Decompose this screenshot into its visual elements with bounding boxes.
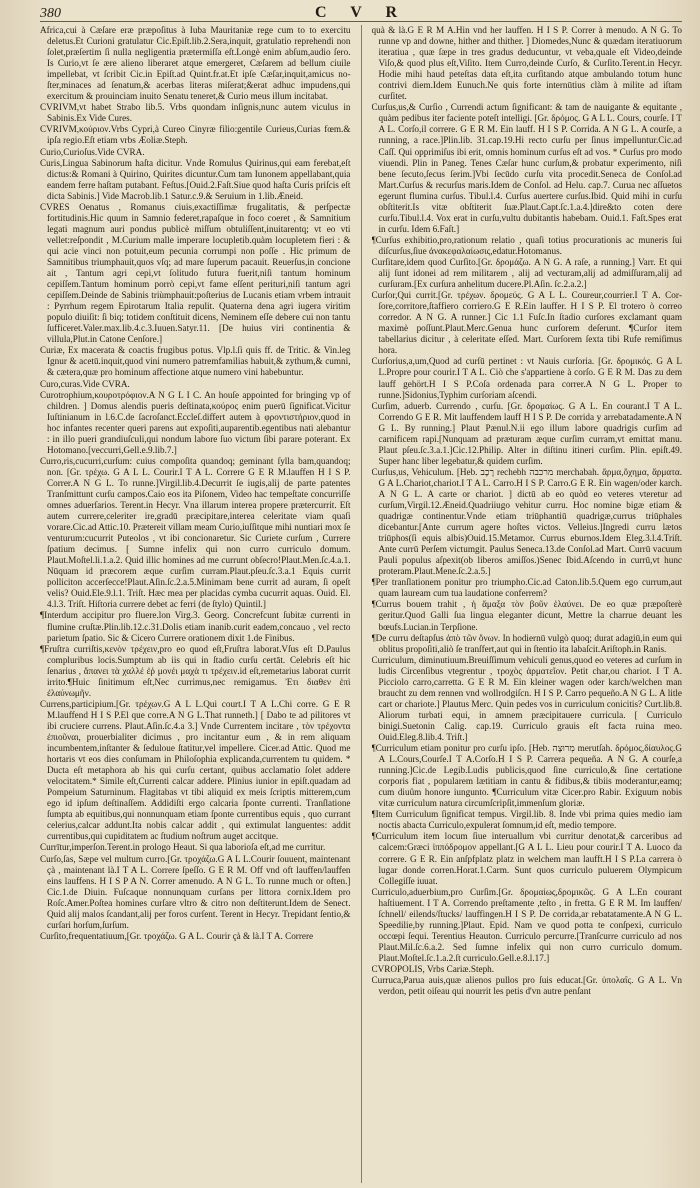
dictionary-entry: CVROPOLIS, Vrbs Cariæ.Steph. [371,963,495,974]
dictionary-entry: Curſim, aduerb. Currendo , curſu. [Gr. δρομαίως. G A L. En courant.I T A L. Correndo G E R. Mit lauffendem lauff H I S P. De corrida y arrebatadamente.A N G L. By running.] Plaut Pænul.N.ii ego illum labore quadrigis curſim ad carnificem rapi.[Nunquam ad præturam æque curſim curram,vt emittat manu. Plaut pſeu.ſc.3.a.1.]Cic.12.Philip. Alter in diſtinu itineri curſim. Plin. epiſt.49. Super hanc liber legebatur,& quidem curſim. [371,400,682,466]
page-number: 380 [40,6,61,21]
dictionary-entry: Curſus,us, Vehiculum. [Heb. רֶכֶב rechebh מרכבה merchabah. ἄρμα,ὄχημα, ἅρματα. G A L.Chariot,chariot.I T A L. Carro.H I S P. Carro.G E R. Ein wagen/oder karch. A N G L. A carte or chariot. ] dictū ab eo quòd eo veteres vteretur ad curſum,Virgil.12.Æneid.Quadriiugo vehitur curru. Hoc nomine bigæ etiam & quadrigæ continentur.Vnde etiam triūphantiū quadrigæ,currus triūphales dicebantur.[Ante currum agere hoſtes victos. Velleius.]Ingredi curru lætos triūphos(ſi equis albis)Ouid.15.Metamor. Currus eburnos.Idem Eleg.3.l.4.Triſt. Ante currū Perſem victumgit. Paulus Seneca.13.de Conſol.ad Mart. Currū vacuum Pauli populus aſpexit(ob liberos amiſſos.)Senec Ibid.Aſcendo in currū,vt hunc proteram.Plaut.Mene.ſc.2.a.5.] [371,466,682,577]
dictionary-entry: ¶De curru deſtapſus ἀπὸ τῶν ὄνων. In hodiernū vulgò quoq; durat adagiū,in eum qui oblitus propoſiti,aliò ſe tranſfert,aut qui in ſtentio ita labaſcit.Ariſtoph.in Ranis. [371,632,682,654]
dictionary-entry: CVRIVM,vt habet Strabo lib.5. Vrbs quondam inſignis,nunc autem viculus in Sabinis.Ex Vide Cures. [40,102,351,124]
dictionary-entry: Curſus,us,& Curſio , Currendi actum ſignificant: & tam de nauigante & equitante , quàm pedibus iter faciente poteſt intelligi. [Gr. δρόμος. G A L L. Cours, courſe. I T A L. Corſo,il correre. G E R M. Ein lauff. H I S P. Corrida. A N G L. A courſe, a running, a race.]Plin.lib. 31.cap.19.Hi recto curſu per ſinus impelluntur.Cic.ad Caſſ. Qui opprimiſus ibi erit, omnis hominum curſus eſt ad vos. * Curſus pro modo viuendi. Plin in Paneg. Tenes Cæſar hunc curſum,& probatur experimento, niſi bene ſecuto,ſecus ſerim.]Vbi ſecūdo curſu vita procedit.Seneca de Conſol.ad Mart.Curſus & recurſus maris.Idem de Conſol. ad Helu. cap.7. Curua nec aſſuetos egerunt flumina curſus. Tibul.l.4. Curſus auertere curſus.Ibid. Quid mihi in curſu obſtiterit.Is vitæ obſtiterit ſuæ.Plaut.Capt.ſc.1.a.4.]dire&to coten dere curſu.Tibul.l.4. Vox erat in curſu,vultu dubitantis habebam. Ouid.1. Faſt.Spes erat in curſu. Idem 6.Faſt.] [371,102,682,234]
dictionary-entry: Curotrophium,κουροτρόφιον.A N G L I C. An houſe appointed for bringing vp of children. ] Domus alendis pueris deſtinata,κούρος enim puerū ſignificat.Vicitur Iuſtinianum in l.6.C.de ſacroſanct.Eccleſ.differt autem à φροντιστήριον,quod in hoc infantes recenter queri parens aut expoſiti,auparentib.egentibus nati alebantur : in illo pueri grandiuſculi,qui nondum labore ſuo victum ſibi parare poterant. Ex Hotomano.[veccurri,Gell.e.9.lib.7.] [40,389,351,455]
dictionary-entry: quà & là.G E R M A.Hin vnd her lauffen. H I S P. Correr à menudo. A N G. To runne vp and downe, hither and thither. ] Diomedes,Nunc & quædam iteratiuorum iteratiua , quæ ſæpe in tres gradus deducuntur, vt veba,quale eſt Video,deinde Viſo,& quod plus eſt,Viſito. Item Curro,deinde Curſo, & Curſito.Terent.in Hecyr. Hodie mihi haud peteſtas data eſt,ita curſitando atque ambulando totum hunc contrivi diem.Idem Eunuch.Ne quis forte internūtius clàm à milite ad iſtam curſitet. [371,25,682,102]
dictionary-entry: Curriculum, diminutiuum.Breuiſſimum vehiculi genus,quod eo veteres ad curſum in ludis Circenſibus vtegrentur , τροχὸς ἁρματεῖον. Petit char,ou chariot. I T A. Picciolo carro,carretta. G E R M. Ein kleiner wagen oder karch/welchen man braucht zu dem rennen vnd wollrodgiſcn. H I S P. Carro pequeño.A N G L. A litle cart or chariote.] Plautus Merc. Quin pedes vos in curriculum conicitis? Curt.lib.8. Aliorum turbati equi, in amnem præcipitauere curricula. [ Curriculo binigi.Suetonin Calig. cap.19. Curriculo grauis eſt facta ruina meo. Ouid.Eleg.8.lib.4. Triſt.] [371,654,682,742]
dictionary-entry: Curſor,Qui currit.[Gr. τρέχων. δρομεύς. G A L L. Coureur,courrier.I T A. Corſore,corritore,ſtaffiero corriero.G E R.Ein lauffer. H I S P. El trotero ò correo corredor. A N G. A runner.] Cic 1.1 Fuſc.In ſtadio curſores exclamant quam maximè poſſunt.Plaut.Merc.Genua hunc curſorem deſerunt. ¶Curſor item tabellarius dicitur , à celeritate eſſed. Mart. Curſorem ſexta tibi Rufe remiſimus hora. [371,290,682,356]
dictionary-entry: ¶Interdum accipitur pro fluere.lon Virg.3. Georg. Concrefcunt ſubitæ currenti in flumine cruſtæ.Plin.lib.12.c.31.Dolis etiam inanib.curit eadem,concauo , vel recto parietum ſpatio. Sic & Cicero Currere orationem dixit 1.de Finibus. [40,610,351,643]
dictionary-entry: Curro,ris,cucurri,curſum: cuius compoſita quandoq; geminant ſylla bam,quandoq; non. [Gr. τρέχω. G A L L. Courir.I T A L. Correre G E R M.lauffen H I S P. Correr.A N G L. To runne.]Virgil.lib.4.Decurrit ſe iugis,alij de parte patentes Tranſmittunt curſu campos.Caio eos ita Piſonem, Video hac tempeſtate concurriſſe omnes aduerſarios. Terent.in Hecyr. Vna illarum interea propere prætercurrit. Eſt autem currere,celeriter ire,gradū præcipitare,interea celeritate viam quaſi vorare.Cic.ad Attic.10. Prætereit villam meam Curio,iuſſitque mihi nuntiari mox ſe venturum:cucurrit Puteolos , vt ibi concionaretur. Sic Curiete curſum , Currere ſpatium decimus. [ Sumne infelix qui non curro curriculo domum. Plaut.Moſtel.li.1.a.2. Quid illic homines ad me currunt obſecro!Plaut.Men.ſc.4.a.1. Nūquam id præcorem æque curſim curram.Plaut.pſeu.ſc.3.a.1 Equis currit polliciton accerſecce!Plaut.Aſin.ſc.2.a.5.Minimam bene currit ad auram, ſi opeſt velis? Ouid.Ele.9.l.1. Triſt. Hæc mea per placidas cymba cucurrit aquas. Ouid. El. 4.l.3. Triſt. Hiſtoria currere debet ac ferri (de ſtylo) Quintil.] [40,455,351,610]
dictionary-entry: Currens,participium.[Gr. τρέχων.G A L L.Qui court.I T A L.Chi corre. G E R M.lauffend H I S P.El que corre.A N G L.That runneth.] [ Dabo te ad pilitores vt ibi cruciere currens. Plaut.Aſin.ſc.4.a 3.] Vnde Currentem incitare , τὸν τρέχοντα ἐπιοῦναι, prouerbialiter dicimus , pro incitantur eum , & in rem aliquam incumbentem,inſtanter & ſeduloue ſtatitur,vel impellere. Cicer.ad Attic. Quod me hortaris vt eos dies conſumam in Philoſophia explicanda,currentem tu quidem. * Ducta eſt metaphora ab his qui curſu certant, quibus acclamatio ſolet addere velocitatem.* Simile eſt,Currenti calcar addere. Plinius iunior in epiſt.quadam ad Pompeium Saturninum. Flagitabas vt tibi aliquid ex meis ſcriptis mitterem,cum ego id ipſum deſtinaſſem. Addidiſti ergo calcaria ſponte currenti. Tranſlatione ſumpta ab equitibus,qui nonnunquam etiam ſponte currentibus equis , quo currant celerius,calcar addunt.Ita nobis calcar addit , qui extimulat languentes: addit currentibus,qui cupiditatem ac ſtudium noſtrum auget accitque. [40,698,351,842]
dictionary-entry: ¶Curriculum item locum ſiue interuallum vbi curritur denotat,& carceribus ad calcem:Græci ἱππόδρομον appellant.[G A L L. Lieu pour courir.I T A. Luoco da correre. G E R. Ein anſpfplatz platz in welchem man laufft.H I S P.La carrera ò lugar donde corren.Horat.1.Carm. Sunt quos curriculo puluerem Olympicum Collegiſſe iuuat. [371,831,682,886]
dictionary-entry: Curis,Lingua Sabinorum haſta dicitur. Vnde Romulus Quirinus,qui eam ferebat,eſt dictus:& Romani à Quirino, Quirites dicuntur.Cum tam Iunonem appellabant,quia eandem ferre haſtam putabant. Feſtus.[Ouid.2.Faſt.Siue quod haſta Curis priſcis eſt dicta Sabinis.] Vide Macrob.lib.1 Satur.c.9.& Seruium in 1.lib.Æneid. [40,157,351,201]
dictionary-entry: CVRIVM,κούριον.Vrbs Cypri,à Cureo Cinyræ filio:gentile Curieus,Curias fœm.& ipſa regio.Eſt etiam vrbs Æoliæ.Steph. [40,124,351,146]
left-column [40,25,351,1183]
dictionary-entry: Curiæ, Ex macerata & coactis frugibus potus. Vlp.l.ſi quis ff. de Tritic. & Vin.leg Ignur & acetū.inquit,quod vini numero patremfamilias habuit,& zythum,& cumni, & cætera,quæ pro hominum affectione atque numero vini habebuntur. [40,345,351,378]
dictionary-entry: Curo,curas.Vide CVRA. [40,378,130,389]
dictionary-entry: ¶Per tranſlationem ponitur pro triumpho.Cic.ad Caton.lib.5.Quem ego currum,aut quam lauream cum tua laudatione conferrem? [371,577,682,599]
dictionary-entry: Currītur,imperſon.Terent.in prologo Heaut. Si qua laborioſa eſt,ad me curritur. [40,842,326,853]
column-rule [361,25,362,1183]
dictionary-entry: Curio,Curioſus.Vide CVRA. [40,146,145,157]
dictionary-entry: Curſito,frequentatiuum,[Gr. τροχάζω. G A L. Courir çà & là.I T A. Correre [40,930,314,941]
dictionary-entry: Curſitare,idem quod Curſito.[Gr. δρομάζω. A N G. A raſe, a running.] Varr. Et qui alij ſunt idonei ad rem militarem , alij ad vecturam,alij ad admiſſuram,alij ad curſuram.[Ex curſura anhelitum ducere.Pl.Aſin. ſc.2.a.2.] [371,256,682,290]
dictionary-entry: ¶Curriculum etiam ponitur pro curſu ipſo. [Heb. מְרוּצָה merutſah. δρόμος,δίαυλος.G A L.Cours,Courſe.I T A.Corſo.H I S P. Carrera pequeña. A N G. A courſe,a running.]Cic.de Legib.Ludis publicis,quod ſine curriculo,& ſine certatione corporis fiat , popularem lætitiam in cantu & fidibus,& tibiis moderantur,eamq; cum diuûm honore iungunto. ¶Curriculum vitæ Cicer.pro Rabir. Exiguum nobis vitæ curriculum natura circumſcripſit,immenſum gloriæ. [371,743,682,809]
page-header [40,4,682,22]
right-column [372,25,683,1183]
dictionary-entry: Curruca,Parua auis,quæ alienos pullos pro ſuis educat.[Gr. ὑπολαΐς. G A L. Vn verdon, petit oiſeau qui nourrit les petis d'vn autre penſant [371,975,682,997]
dictionary-entry: ¶Fruſtra curriſtis,κενὸν τρέχειν,pro eo quod eſt,Fruſtra laborat.Vſus eſt D.Paulus compluribus locis.Sumptum ab iis qui in ſtadio curſu certāt. Celebris eſt hic ſenarius , ἄπανει τὰ χαλλέ ἐῤ μονέι μαχὰ τι τρέχειν.id eſt,remetarius laborat currit irrito.¶Huic ſinitimum eſt,Nec currimus,nec remigamus. Ἐτι διαθεν ἐπὶ ἐλαύνωμῆν. [40,643,351,698]
dictionary-entry: ¶Curſus exhibitio,pro,rationum relatio , quaſi totius procurationis ac muneris ſui diſcurſus,ſiue ἀνακεφαλαίωσις,edatur.Hotomanus. [371,234,682,256]
two-column-body [40,25,682,1183]
dictionary-entry: CVRES Oenatus , Romanus ciuis,exactiſſimæ frugalitatis, & perſpectæ fortitudinis.Hic quum in Samnio federet,rapaſque in foco coeret , & Samnitium legati magnum auri pondus publicè miſſum obtuliſſent,inuitarentq; vt eo vti vellet:reſpondit , M.Curium malle imperare locupletib.quàm locupletem fieri : & qui acie vinci non potuit,eum pecunia corrumpi non poſſe . Hic primum de Samnitibus triumphauit,quos vſq; ad mare ſuperum pacauit. Reuerſus,in concione ait , Tantum agri cepi,vt ſolitudo futura fuerit,niſi tantum hominum cepiſſem.Tantum hominum porrò cepi,vt fame eſſent perituri,niſi tantum agri cepiſſem.Deinde de Sabinis triùmphauit:poſterius de Lucanis etiam vrbem intrauit : Pyrrhum regem Epirotarum Italia repulit. Quaterna dena agri iugera viritim populo diuiſit: ſi biq; totidem conſtituit dicens, Neminem eſſe debere cui non tantu ſufficeret.Valer.max.lib.4.c.3.Iuuen.Satyr.11. [De huius viri continentia & villula,Plut.in Catone Cenſore.] [40,201,351,345]
dictionary-entry: ¶Item Curriculum ſignificat tempus. Virgil.lib. 8. Inde vbi prima quies medio iam noctis abacta Curriculo,expulerat ſomnum,id eſt, medio tempore. [371,809,682,831]
dictionary-entry: Curſorius,a,um,Quod ad curſū pertinet : vt Nauis curſoria. [Gr. δρομικός. G A L L.Propre pour courir.I T A L. Ciò che s'appartiene à corſo. G E R M. Das zu dem lauff gehört.H I S P.Coſa ordenada para correr.A N G L. Proper to runne.]Sidonius,Typhim curſoriam aſcendi. [371,356,682,400]
running-head: C V R [314,4,408,21]
dictionary-entry: ¶Currus bouem trahit , ἡ ἅμαξα τὸν βοῦν ἑλαύνει. De eo quæ præpoſterè geritur.Quod Galli ſua lingua eleganter dicunt, Mettre la charrue deuant les bœufs.Lucian.in Terpſione. [371,599,682,632]
dictionary-entry: Africa,cui à Cæſare eræ præpoſitus à Iuba Mauritaniæ rege cum to to exercitu deletus.Et Curioni gratulatur Cic.Epiſt.lib.2.Sera,inquit, gratulatio reprehendi non ſolet,præſertim ſi nulla negligentia prætermiſſa eſt.Longè enim abſum,audio ſero. Is Curio,vt ſe ære alieno liberaret atque emergeret, Cæſarem ad bellum ciuile impellebat, vt ſcribit Cic.in Epiſt.ad Quint.fr.at.Et ipſe Cæſar,inquit,amicus noſter,minaces ad ſenatum,& acerbas literas miſerat;&erat adhuc impudens,qui exercitum & prouinciam inuito Senatu teneret,& Curio meus illum incitabat. [40,25,351,102]
dictionary-entry: Curſo,ſas, Sæpe vel multum curro.[Gr. τροχάζω.G A L L.Courir ſouuent, maintenant çà , maintenant là.I T A L. Correre ſpeſſo. G E R M. Off vnd oft lauffen/lauffen eins lauffens. H I S P A N. Correr amenudo. A N G L. To runne much or often.] Cic.1.de Diuin. Fuſcaque nonnunquam curſans per littora cornix.Idem pro Roſc.Amer.Poſtea homines curſare vltro & citro non deſtiterunt.Idem de Senect. Quid alij malos ſcandant,alij per foros curſent. Terent in Hecyr. Trepidant ſentio,& curſari horſum,ſurſum. [40,853,351,930]
dictionary-entry: Curriculo,aduerbium,pro Curſim.[Gr. δρομαίως,δρομικῶς. G A L.En courant haſtiuement. I T A. Correndo preſtamente ,teſto , in fretta. G E R M. Im lauffen/ſchnell/ eilends/ſtucks/ lauffingen.H I S P. De corrida,ar rebatatamente.A N G L. Speedilie,by running.]Plaut. Epid. Nam ve quod potta te conſpexi, curriculo occœpi ſequi. Terentius Heauton. Curriculo percurre.[Tranſcurre curriculo ad nos Plaut.Mil.ſc.6.a.2. Sed ſumne infelix qui non curro curriculo domum. Plaut.Moſtel.ſc.1.a.2.ſt curriculo.Gell.e.8.l.17.] [371,886,682,963]
